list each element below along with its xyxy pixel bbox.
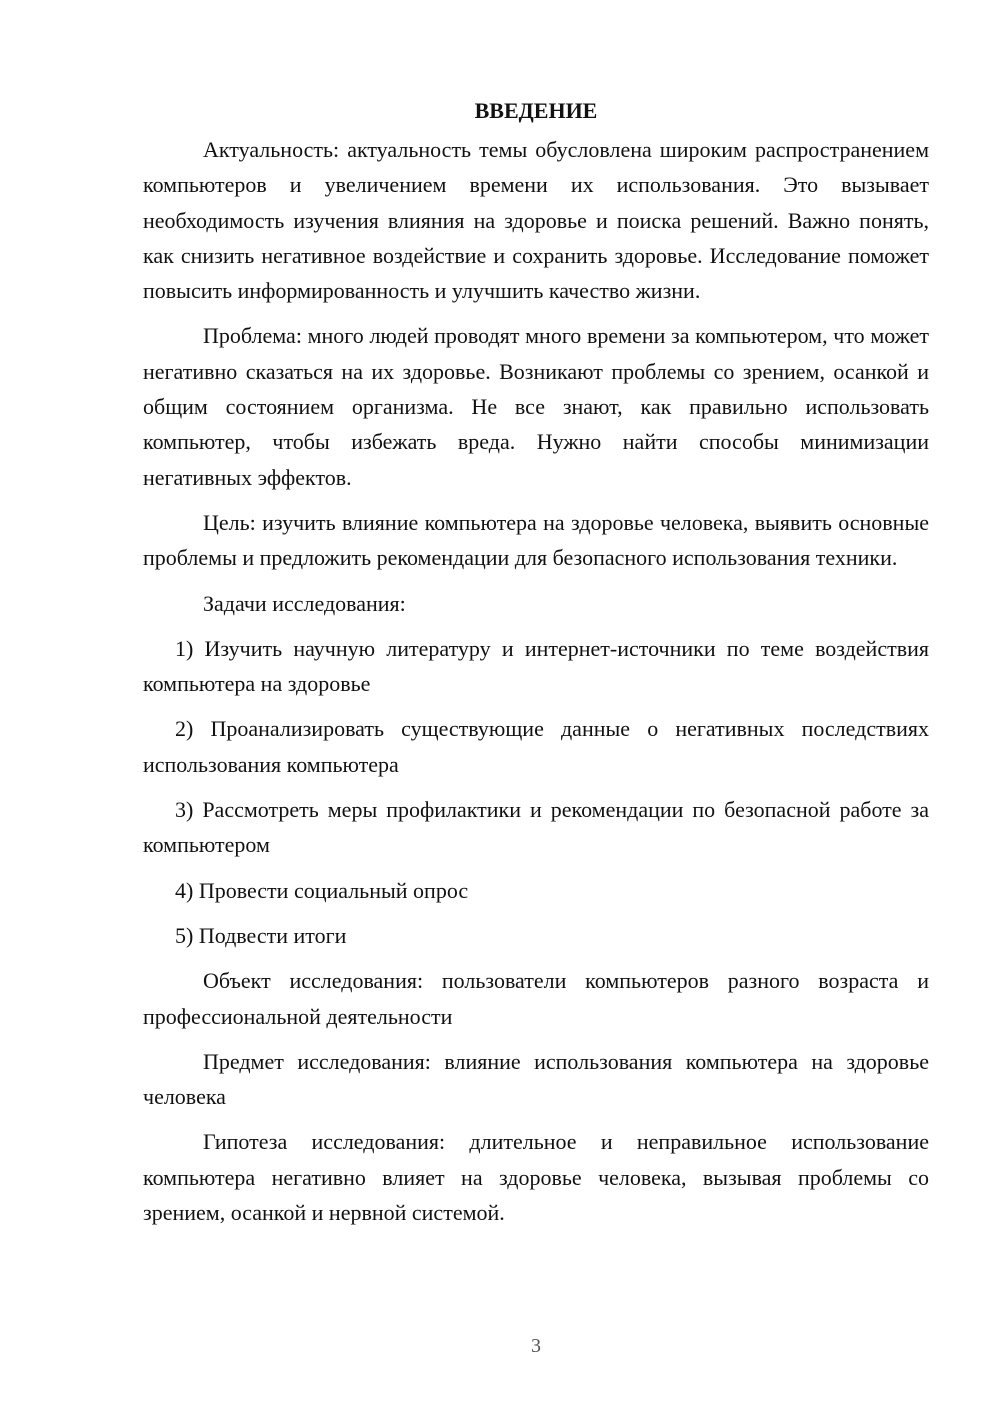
page-number: 3 <box>531 1335 541 1357</box>
object-paragraph: Объект исследования: пользователи компьютеров разного возраста и профессиональной деятельности <box>143 968 929 1029</box>
page-heading: ВВЕДЕНИЕ <box>474 98 598 123</box>
problem-paragraph: Проблема: много людей проводят много времени за компьютером, что может негативно сказаться на их здоровье. Возникают проблемы со зрением, осанкой и общим состоянием организма. Не все знают, как правильно использовать компьютер, чтобы избежать вреда. Нужно найти способы минимизации негативных эффектов. <box>143 323 929 490</box>
goal-paragraph: Цель: изучить влияние компьютера на здоровье человека, выявить основные проблемы и предложить рекомендации для безопасного использования техники. <box>143 509 929 571</box>
hypothesis-paragraph: Гипотеза исследования: длительное и неправильное использование компьютера негативно влияет на здоровье человека, вызывая проблемы со зрением, осанкой и нервной системой. <box>143 1129 929 1226</box>
tasks-title: Задачи исследования: <box>203 590 406 616</box>
task-item-1: 1) Изучить научную литературу и интернет-источники по теме воздействия компьютера на здоровье <box>143 635 929 697</box>
task-item-3: 3) Рассмотреть меры профилактики и рекомендации по безопасной работе за компьютером <box>143 797 929 858</box>
relevance-paragraph: Актуальность: актуальность темы обусловлена широким распространением компьютеров и увеличением времени их использования. Это вызывает необходимость изучения влияния на здоровье и поиска решений. Важно понять, как снизить негативное воздействие и сохранить здоровье. Исследование поможет повысить информированность и улучшить качество жизни. <box>143 137 929 304</box>
task-item-4: 4) Провести социальный опрос <box>175 877 469 903</box>
task-item-5: 5) Подвести итоги <box>175 922 347 948</box>
task-item-2: 2) Проанализировать существующие данные о негативных последствиях использования компьютера <box>143 716 929 777</box>
document-page <box>143 93 929 1230</box>
subject-paragraph: Предмет исследования: влияние использования компьютера на здоровье человека <box>143 1048 929 1110</box>
